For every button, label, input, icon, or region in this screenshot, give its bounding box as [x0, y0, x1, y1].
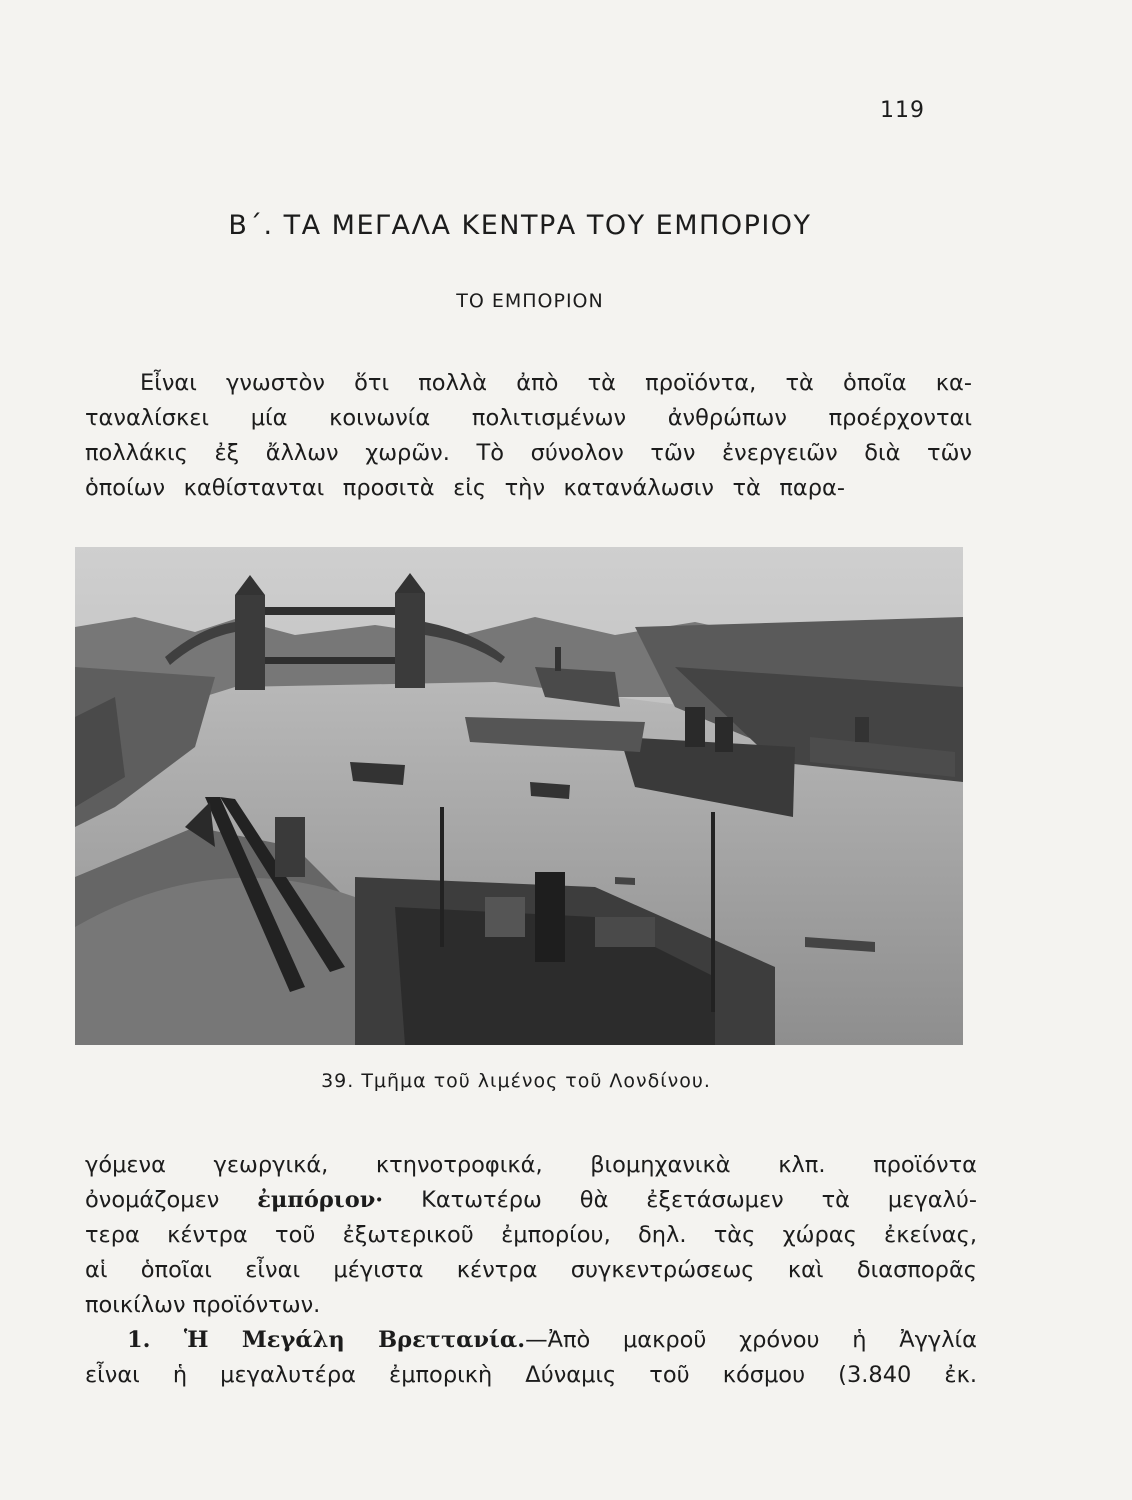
em-dash: —: [525, 1327, 548, 1353]
section-title: ΤΟ ΕΜΠΟΡΙΟΝ: [456, 290, 604, 312]
text-line: εἶναι ἡ μεγαλυτέρα ἐμπορικὴ Δύναμις τοῦ κόσμου (3.840 ἐκ.: [85, 1362, 977, 1388]
continuation-paragraph: [85, 1148, 977, 1393]
intro-line: Εἶναι γνωστὸν ὅτι πολλὰ ἀπὸ τὰ προϊόντα, τὰ ὁποῖα κα-: [140, 370, 972, 396]
intro-line: ταναλίσκει μία κοινωνία πολιτισμένων ἀνθρώπων προέρχονται: [85, 405, 972, 431]
text-line: [85, 1183, 977, 1218]
chapter-title: Β΄. ΤΑ ΜΕΓΑΛΑ ΚΕΝΤΡΑ ΤΟΥ ΕΜΠΟΡΙΟΥ: [228, 210, 812, 241]
text-fragment: Ἀπὸ μακροῦ χρόνου ἡ Ἀγγλία: [547, 1327, 977, 1353]
intro-line: ὁποίων καθίστανται προσιτὰ εἰς τὴν κατανάλωσιν τὰ παρα-: [85, 475, 845, 501]
text-line: αἱ ὁποῖαι εἶναι μέγιστα κέντρα συγκεντρώσεως καὶ διασπορᾶς: [85, 1257, 977, 1283]
figure-caption: 39. Τμῆμα τοῦ λιμένος τοῦ Λονδίνου.: [321, 1070, 711, 1092]
text-fragment: ὀνομάζομεν: [85, 1187, 220, 1213]
text-line: [85, 1323, 977, 1358]
intro-paragraph: [85, 366, 972, 506]
intro-line: πολλάκις ἐξ ἄλλων χωρῶν. Τὸ σύνολον τῶν ἐνεργειῶν διὰ τῶν: [85, 440, 972, 466]
emphasized-term: ἐμπόριον·: [257, 1187, 384, 1213]
text-line: τερα κέντρα τοῦ ἐξωτερικοῦ ἐμπορίου, δηλ. τὰς χώρας ἐκείνας,: [85, 1222, 977, 1248]
page-number: 119: [880, 98, 925, 123]
text-line: ποικίλων προϊόντων.: [85, 1292, 321, 1318]
text-fragment: Κατωτέρω θὰ ἐξετάσωμεν τὰ μεγαλύ-: [421, 1187, 977, 1213]
text-line: γόμενα γεωργικά, κτηνοτροφικά, βιομηχανικὰ κλπ. προϊόντα: [85, 1152, 977, 1178]
section-heading: 1. Ἡ Μεγάλη Βρεττανία.: [127, 1327, 526, 1353]
london-port-photo: [75, 547, 963, 1045]
